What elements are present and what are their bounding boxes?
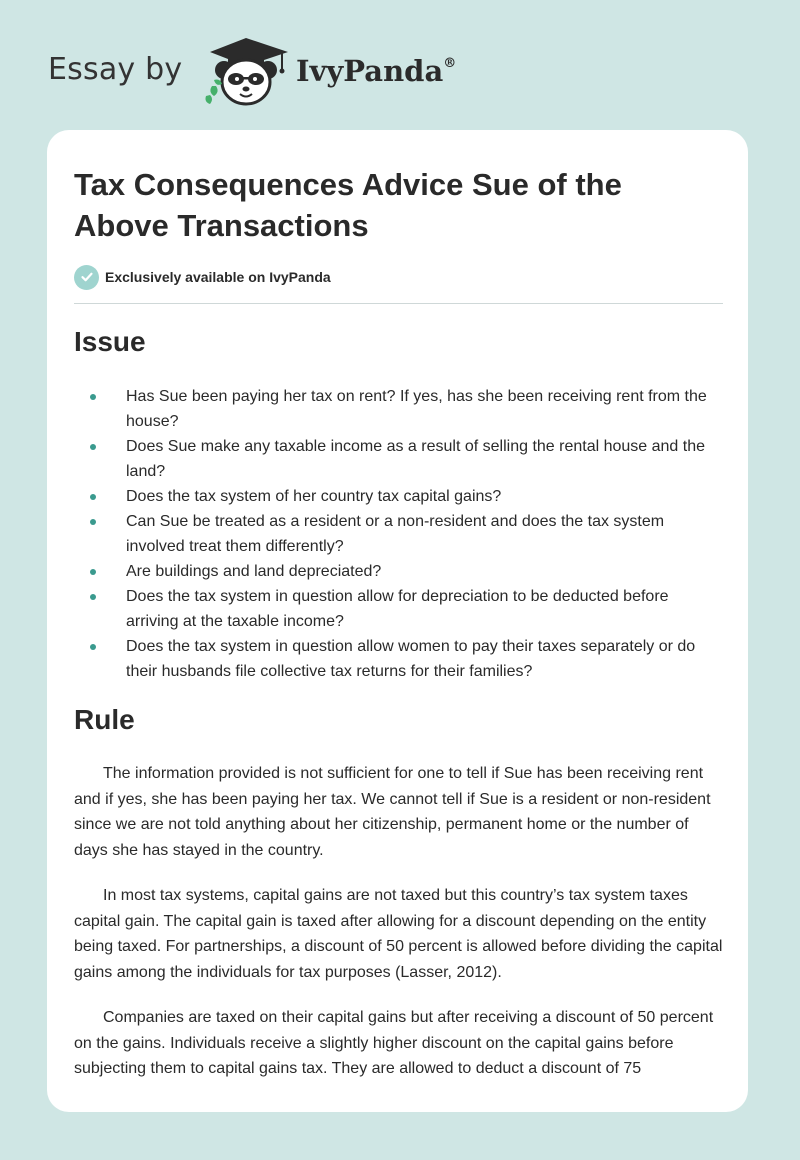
essay-by-label: Essay by (48, 52, 183, 87)
paragraph: Companies are taxed on their capital gains but after receiving a discount of 50 percent on the gains. Individuals receive a slightly higher discount on the capital gains before subjecting them to capital gains tax. They are allowed to deduct a discount of 75 (74, 1009, 714, 1077)
document-title: Tax Consequences Advice Sue of the Above Transactions (74, 167, 622, 243)
list-item: Are buildings and land depreciated? (74, 559, 724, 584)
rule-heading: Rule (74, 704, 135, 735)
list-item: Does Sue make any taxable income as a result of selling the rental house and the land? (74, 434, 724, 484)
site-header (0, 0, 800, 130)
list-item: Does the tax system in question allow women to pay their taxes separately or do their husbands file collective tax returns for their families? (74, 634, 724, 684)
issue-heading: Issue (74, 326, 146, 357)
divider (74, 303, 723, 304)
rule-body (74, 761, 724, 1102)
paragraph: In most tax systems, capital gains are not taxed but this country’s tax system taxes capital gain. The capital gain is taxed after allowing for a discount depending on the entity being taxed. For partnerships, a discount of 50 percent is allowed before dividing the capital gains among the individuals for tax purposes (Lasser, 2012). (74, 887, 723, 981)
paragraph: The information provided is not sufficient for one to tell if Sue has been receiving rent and if yes, she has been paying her tax. We cannot tell if Sue is a resident or non-resident since we are not told anything about her citizenship, permanent home or the number of days she has stayed in the country. (74, 765, 711, 859)
exclusive-badge-text: Exclusively available on IvyPanda (105, 269, 331, 285)
brand-name[interactable]: IvyPanda® (296, 54, 457, 88)
check-icon (74, 265, 99, 290)
list-item: Does the tax system of her country tax capital gains? (74, 484, 724, 509)
issue-list (74, 384, 724, 684)
list-item: Can Sue be treated as a resident or a non-resident and does the tax system involved treat them differently? (74, 509, 724, 559)
list-item: Does the tax system in question allow for depreciation to be deducted before arriving at the taxable income? (74, 584, 724, 634)
list-item: Has Sue been paying her tax on rent? If yes, has she been receiving rent from the house? (74, 384, 724, 434)
document-card (47, 130, 748, 1112)
exclusive-badge (74, 264, 331, 290)
panda-graduate-logo[interactable] (200, 36, 292, 108)
